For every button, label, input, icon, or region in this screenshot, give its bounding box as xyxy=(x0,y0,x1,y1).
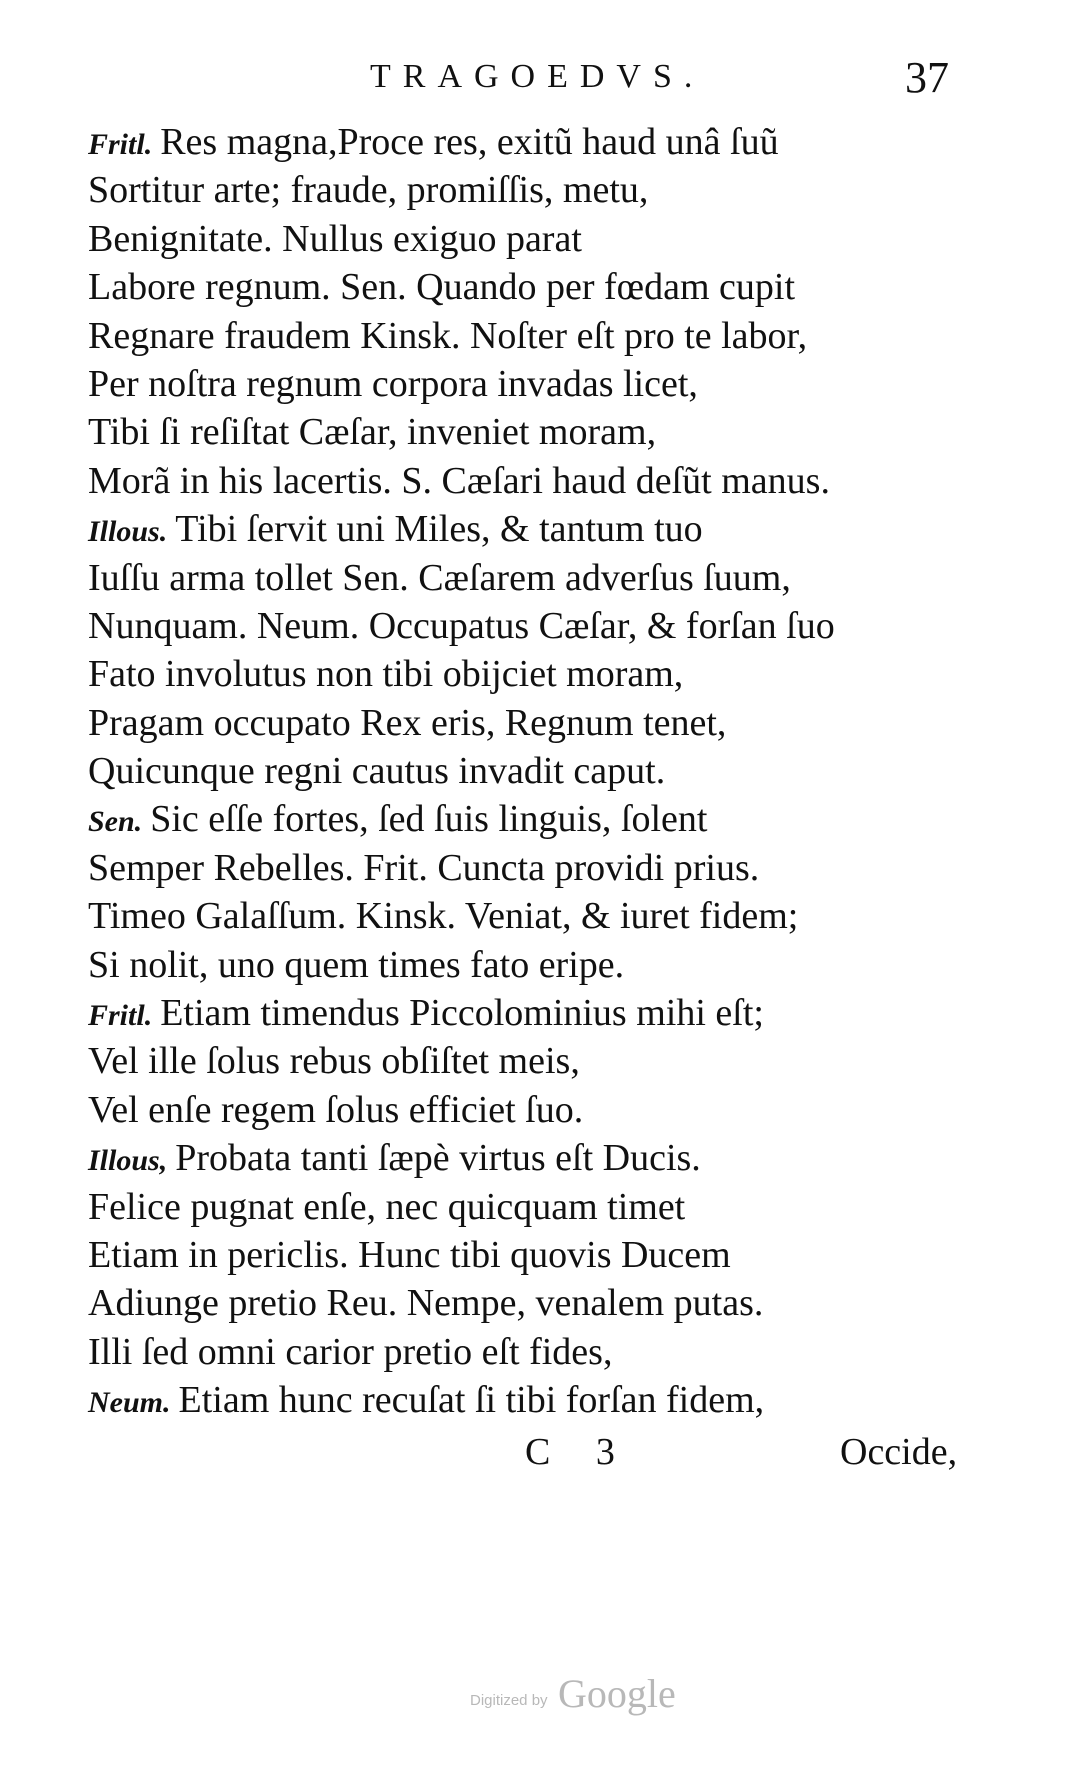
catchword: Occide, xyxy=(840,1431,958,1473)
verse-text-span: Felice pugnat enſe, nec quicquam timet xyxy=(88,1185,686,1228)
page-footer xyxy=(0,1430,1080,1490)
verse-text-span: Vel ille ſolus rebus obſiſtet meis, xyxy=(88,1040,580,1083)
speaker-name: Fritl. xyxy=(88,999,153,1033)
verse-line xyxy=(88,1231,988,1279)
verse-line xyxy=(88,941,988,989)
digitized-watermark xyxy=(470,1670,710,1720)
verse-text xyxy=(88,118,988,1425)
verse-line xyxy=(88,699,988,747)
verse-text-span: Illi ſed omni carior pretio eſt fides, xyxy=(88,1330,613,1373)
verse-line xyxy=(88,1328,988,1376)
verse-text-span: Per noſtra regnum corpora invadas licet, xyxy=(88,362,698,405)
verse-text-span: Sic eſſe fortes, ſed ſuis linguis, ſolent xyxy=(150,798,708,841)
verse-text-span: Quicunque regni cautus invadit caput. xyxy=(88,750,666,793)
verse-line xyxy=(88,650,988,698)
speaker-name: Sen. xyxy=(88,805,143,839)
verse-line xyxy=(88,1279,988,1327)
verse-line xyxy=(88,166,988,214)
verse-line xyxy=(88,892,988,940)
verse-text-span: Semper Rebelles. Frit. Cuncta providi prius. xyxy=(88,846,760,889)
verse-text-span: Adiunge pretio Reu. Nempe, venalem putas. xyxy=(88,1282,764,1325)
speaker-name: Illous, xyxy=(88,1144,168,1178)
verse-text-span: Morã in his lacertis. S. Cæſari haud deſũt manus. xyxy=(88,459,830,502)
verse-line xyxy=(88,505,988,553)
verse-text-span: Etiam timendus Piccolominius mihi eſt; xyxy=(160,992,764,1035)
verse-text-span: Vel enſe regem ſolus efficiet ſuo. xyxy=(88,1088,584,1131)
signature-mark: C 3 xyxy=(525,1431,633,1473)
google-logo: Google xyxy=(558,1671,676,1716)
speaker-name: Fritl. xyxy=(88,128,153,161)
verse-line xyxy=(88,360,988,408)
verse-line xyxy=(88,844,988,892)
verse-text-span: Etiam in periclis. Hunc tibi quovis Ducem xyxy=(88,1233,731,1276)
verse-text-span: Etiam hunc recuſat ſi tibi forſan fidem, xyxy=(178,1379,765,1422)
verse-text-span: Tibi ſervit uni Miles, & tantum tuo xyxy=(175,508,703,551)
verse-text-span: Nunquam. Neum. Occupatus Cæſar, & forſan ſuo xyxy=(88,604,835,647)
verse-line xyxy=(88,602,988,650)
verse-line xyxy=(88,312,988,360)
speaker-name: Neum. xyxy=(88,1386,171,1420)
verse-text-span: Fato involutus non tibi obijciet moram, xyxy=(88,653,684,696)
verse-line xyxy=(88,263,988,311)
verse-line xyxy=(88,457,988,505)
verse-text-span: Timeo Galaſſum. Kinsk. Veniat, & iuret fidem; xyxy=(88,895,799,938)
verse-text-span: Benignitate. Nullus exiguo parat xyxy=(88,217,582,260)
running-title: TRAGOEDVS. xyxy=(370,58,705,95)
speaker-name: Illous. xyxy=(88,515,168,549)
verse-text-span: Regnare fraudem Kinsk. Noſter eſt pro te labor, xyxy=(88,314,808,357)
watermark-prefix: Digitized by xyxy=(470,1692,548,1709)
verse-line xyxy=(88,215,988,263)
verse-line xyxy=(88,1376,988,1424)
verse-line xyxy=(88,1086,988,1134)
verse-text-span: Si nolit, uno quem times fato eripe. xyxy=(88,943,625,986)
verse-line xyxy=(88,554,988,602)
verse-line xyxy=(88,989,988,1037)
verse-text-span: Probata tanti ſæpè virtus eſt Ducis. xyxy=(175,1137,701,1180)
verse-text-span: Tibi ſi reſiſtat Cæſar, inveniet moram, xyxy=(88,411,657,454)
running-head xyxy=(0,52,1080,112)
page-number: 37 xyxy=(905,53,949,102)
verse-text-span: Sortitur arte; fraude, promiſſis, metu, xyxy=(88,169,649,212)
verse-line xyxy=(88,118,988,166)
verse-line xyxy=(88,408,988,456)
verse-text-span: Res magna,Proce res, exitũ haud unâ ſuũ xyxy=(160,121,779,163)
verse-line xyxy=(88,747,988,795)
verse-text-span: Labore regnum. Sen. Quando per fœdam cupit xyxy=(88,266,796,309)
verse-text-span: Pragam occupato Rex eris, Regnum tenet, xyxy=(88,701,727,744)
verse-line xyxy=(88,1134,988,1182)
verse-line xyxy=(88,1183,988,1231)
verse-line xyxy=(88,795,988,843)
verse-text-span: Iuſſu arma tollet Sen. Cæſarem adverſus ſuum, xyxy=(88,556,791,599)
verse-line xyxy=(88,1037,988,1085)
